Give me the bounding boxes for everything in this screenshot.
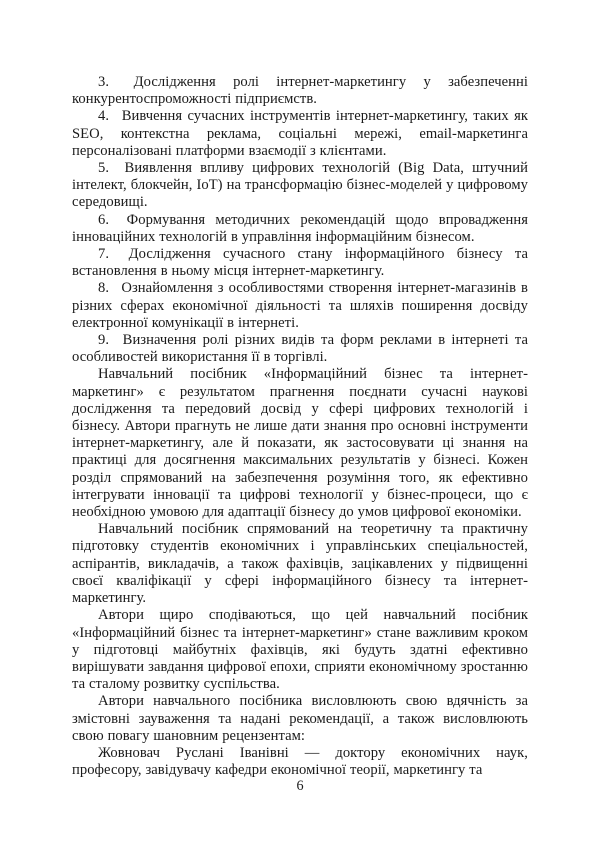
paragraph: 5. Виявлення впливу цифрових технологій (Big Data, штучний інтелект, блокчейн, IoT) на трансформацію бізнес-моделей у цифровому середовищі. xyxy=(72,160,528,211)
body-text-column xyxy=(72,74,528,779)
paragraph: 9. Визначення ролі різних видів та форм реклами в інтернеті та особливостей використання її в торгівлі. xyxy=(72,332,528,366)
paragraph: 3. Дослідження ролі інтернет-маркетингу у забезпеченні конкурентоспроможності підприємств. xyxy=(72,74,528,108)
paragraph: Навчальний посібник «Інформаційний бізнес та інтернет-маркетинг» є результатом прагнення поєднати сучасні наукові дослідження та передовий досвід у сфері цифрових технологій і бізнесу. Автори прагнуть не лише дати знання про основні інструменти інтернет-маркетингу, але й показати, як застосовувати ці знання на практиці для досягнення максимальних результатів у бізнесі. Кожен розділ спрямований на забезпечення розуміння того, як ефективно інтегрувати інновації та цифрові технології у бізнес-процеси, що є необхідною умовою для адаптації бізнесу до умов цифрової економіки. xyxy=(72,366,528,521)
paragraph: Автори щиро сподіваються, що цей навчальний посібник «Інформаційний бізнес та інтернет-маркетинг» стане важливим кроком у підготовці майбутніх фахівців, які будуть здатні ефективно вирішувати завдання цифрової епохи, сприяти економічному зростанню та сталому розвитку суспільства. xyxy=(72,607,528,693)
paragraph: Жовновач Руслані Іванівні — доктору економічних наук, професору, завідувачу кафедри економічної теорії, маркетингу та xyxy=(72,744,528,779)
paragraph: 8. Ознайомлення з особливостями створення інтернет-магазинів в різних сферах економічної діяльності та шляхів поширення досвіду електронної комунікації в інтернеті. xyxy=(72,280,528,331)
page-number: 6 xyxy=(296,778,304,794)
paragraph: 6. Формування методичних рекомендацій щодо впровадження інноваційних технологій в управління інформаційним бізнесом. xyxy=(72,211,528,245)
paragraph: Навчальний посібник спрямований на теоретичну та практичну підготовку студентів економічних і управлінських спеціальностей, аспірантів, викладачів, а також фахівців, зацікавлених у підвищенні своєї кваліфікації у сфері інформаційного бізнесу та інтернет-маркетингу. xyxy=(72,521,528,607)
paragraph: 7. Дослідження сучасного стану інформаційного бізнесу та встановлення в ньому місця інтернет-маркетингу. xyxy=(72,246,528,280)
paragraph: 4. Вивчення сучасних інструментів інтернет-маркетингу, таких як SEO, контекстна реклама, соціальні мережі, email-маркетинга персоналізовані платформи взаємодії з клієнтами. xyxy=(72,108,528,159)
paragraph: Автори навчального посібника висловлюють свою вдячність за змістовні зауваження та надані рекомендації, а також висловлюють свою повагу шановним рецензентам: xyxy=(72,693,528,744)
